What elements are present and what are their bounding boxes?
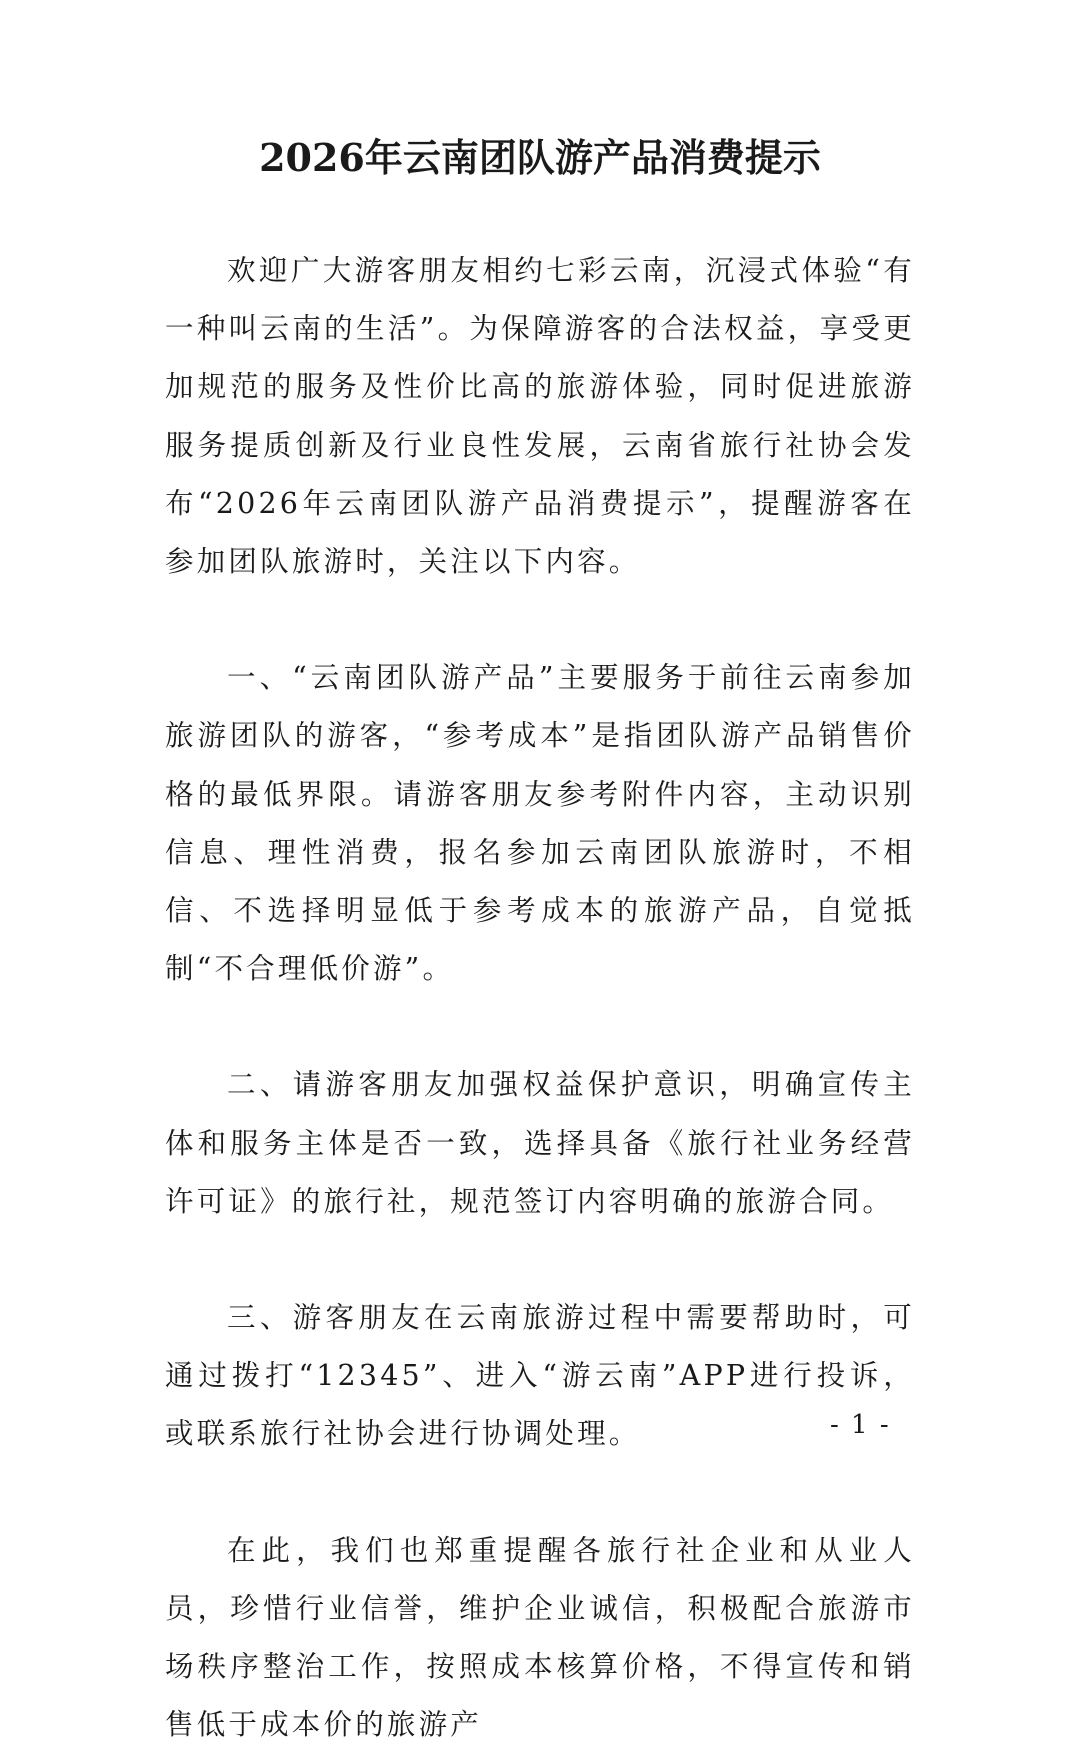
point-one-paragraph: 一、“云南团队游产品”主要服务于前往云南参加旅游团队的游客，“参考成本”是指团队游产品销售价格的最低界限。请游客朋友参考附件内容，主动识别信息、理性消费，报名参加云南团队旅游时，不相信、不选择明显低于参考成本的旅游产品，自觉抵制“不合理低价游”。	[165, 661, 915, 986]
document-title: 2026年云南团队游产品消费提示	[259, 135, 821, 180]
point-two-paragraph: 二、请游客朋友加强权益保护意识，明确宣传主体和服务主体是否一致，选择具备《旅行社业务经营许可证》的旅行社，规范签订内容明确的旅游合同。	[165, 1068, 915, 1218]
paragraph-spacer	[165, 1231, 915, 1289]
paragraph-spacer	[165, 998, 915, 1056]
intro-paragraph: 欢迎广大游客朋友相约七彩云南，沉浸式体验“有一种叫云南的生活”。为保障游客的合法权益，享受更加规范的服务及性价比高的旅游体验，同时促进旅游服务提质创新及行业良性发展，云南省旅行社协会发布“2026年云南团队游产品消费提示”，提醒游客在参加团队旅游时，关注以下内容。	[165, 254, 915, 579]
paragraph-spacer	[165, 591, 915, 649]
point-three-paragraph: 三、游客朋友在云南旅游过程中需要帮助时，可通过拨打“12345”、进入“游云南”APP进行投诉，或联系旅行社协会进行协调处理。	[165, 1301, 915, 1451]
page-number: - 1 -	[830, 1410, 891, 1440]
closing-paragraph: 在此，我们也郑重提醒各旅行社企业和从业人员，珍惜行业信誉，维护企业诚信，积极配合旅游市场秩序整治工作，按照成本核算价格，不得宣传和销售低于成本价的旅游产	[165, 1533, 915, 1742]
paragraph-spacer	[165, 1464, 915, 1522]
document-body	[165, 242, 915, 1754]
